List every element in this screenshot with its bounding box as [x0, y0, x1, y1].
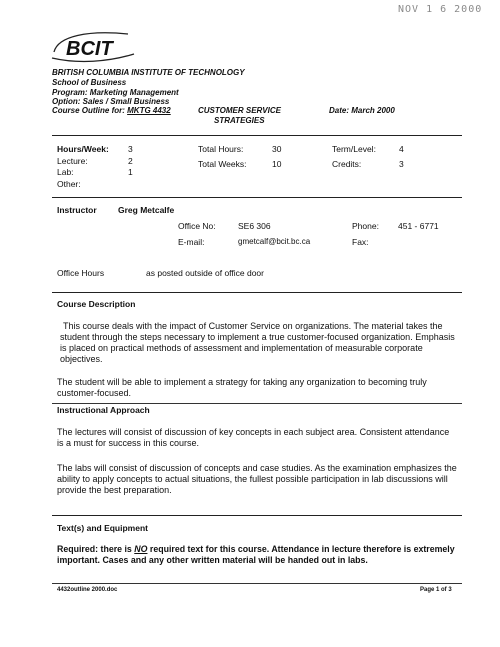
divider: [52, 135, 462, 136]
office-hours-value: as posted outside of office door: [146, 268, 264, 278]
hours-week-label: Hours/Week:: [57, 144, 109, 154]
required-text-before: there is: [100, 544, 132, 554]
footer-filename: 4432outline 2000.doc: [57, 587, 118, 593]
instructional-approach-para1: The lectures will consist of discussion of key concepts in each subject area. Consistent attendance is a must for success in this course.: [57, 427, 450, 448]
bcit-logo: [48, 28, 140, 68]
school-name: School of Business: [52, 78, 127, 87]
term-level-label: Term/Level:: [332, 144, 376, 154]
lecture-label: Lecture:: [57, 156, 88, 166]
option-name: Option: Sales / Small Business: [52, 97, 170, 106]
course-title-line1: CUSTOMER SERVICE: [198, 106, 281, 115]
course-title-line2: STRATEGIES: [214, 116, 265, 125]
fax-label: Fax:: [352, 237, 369, 247]
phone-value: 451 - 6771: [398, 221, 439, 231]
course-outline-label: Course Outline for:: [52, 106, 125, 115]
divider: [52, 403, 462, 404]
divider: [52, 515, 462, 516]
instructor-name: Greg Metcalfe: [118, 205, 175, 215]
lab-value: 1: [128, 167, 133, 177]
outline-date: Date: March 2000: [329, 106, 395, 115]
total-hours-label: Total Hours:: [198, 144, 244, 154]
instructor-label: Instructor: [57, 205, 97, 215]
course-description-para2: The student will be able to implement a strategy for taking any organization to becoming truly customer-focused.: [57, 377, 427, 398]
term-level-value: 4: [399, 144, 404, 154]
total-weeks-label: Total Weeks:: [198, 159, 247, 169]
total-weeks-value: 10: [272, 159, 282, 169]
required-label: Required:: [57, 544, 99, 554]
credits-value: 3: [399, 159, 404, 169]
office-value: SE6 306: [238, 221, 271, 231]
received-date-stamp: NOV 1 6 2000: [398, 4, 483, 15]
footer-page-number: Page 1 of 3: [420, 587, 452, 593]
course-description-para1: This course deals with the impact of Customer Service on organizations. The material takes the student through the steps necessary to implement a true customer-focused organization. Emphasis is placed on practical methods of assessment and implementation of measurable corporate objectives.: [60, 321, 455, 364]
course-title: [198, 106, 308, 126]
divider: [52, 292, 462, 293]
logo-text: BCIT: [66, 38, 113, 60]
instructional-approach-title: Instructional Approach: [57, 405, 150, 415]
office-hours-label: Office Hours: [57, 268, 105, 278]
texts-equipment-para: [57, 544, 457, 566]
course-code: MKTG 4432: [127, 106, 171, 115]
course-description-title: Course Description: [57, 299, 136, 309]
required-no-word: NO: [134, 544, 148, 554]
credits-label: Credits:: [332, 159, 362, 169]
texts-equipment-title: Text(s) and Equipment: [57, 523, 148, 533]
hours-week-value: 3: [128, 144, 133, 154]
phone-label: Phone:: [352, 221, 379, 231]
lecture-value: 2: [128, 156, 133, 166]
course-outline-line: [52, 106, 171, 116]
program-name: Program: Marketing Management: [52, 88, 179, 97]
lab-label: Lab:: [57, 167, 74, 177]
total-hours-value: 30: [272, 144, 282, 154]
institute-name: BRITISH COLUMBIA INSTITUTE OF TECHNOLOGY: [52, 68, 245, 77]
email-label: E-mail:: [178, 237, 205, 247]
divider: [52, 197, 462, 198]
other-label: Other:: [57, 179, 81, 189]
email-value[interactable]: gmetcalf@bcit.bc.ca: [238, 237, 311, 246]
office-label: Office No:: [178, 221, 216, 231]
divider: [52, 583, 462, 584]
required-text-after: required text for this course. Attendance in lecture therefore is extremely important. Cases and any other written material will be handed out in labs.: [57, 544, 455, 565]
instructional-approach-para2: The labs will consist of discussion of concepts and case studies. As the examination emphasizes the ability to apply concepts to actual situations, the fullest possible participation in lab discussions will provide the best preparation.: [57, 463, 457, 495]
